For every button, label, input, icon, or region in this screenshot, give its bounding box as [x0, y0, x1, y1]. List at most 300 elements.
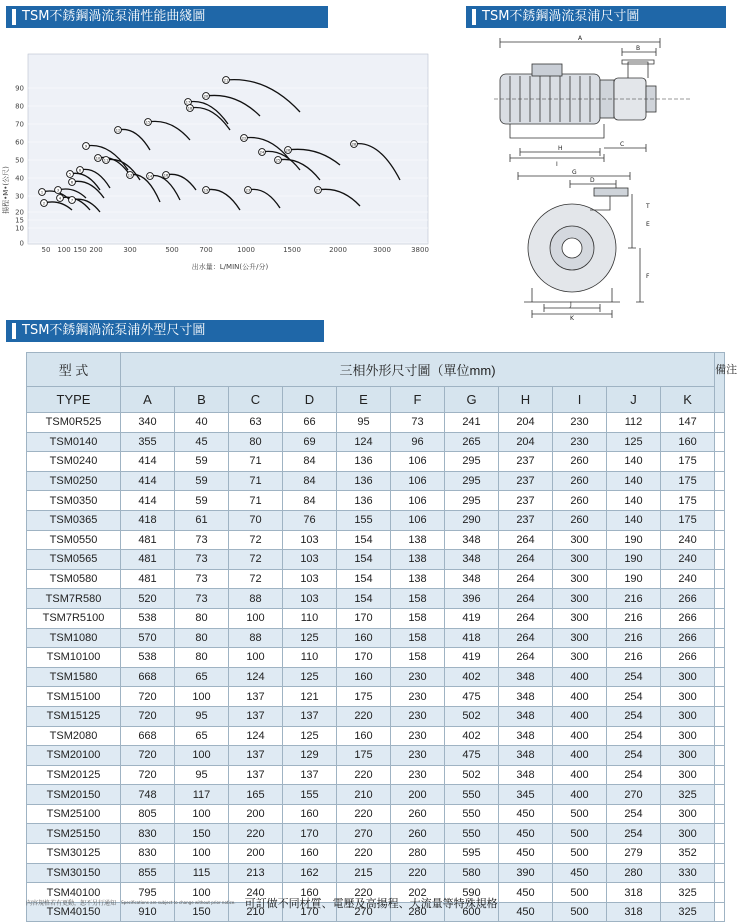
- dimension-cell: 270: [337, 902, 391, 922]
- dimension-cell: 136: [337, 471, 391, 491]
- dimension-cell: 830: [121, 824, 175, 844]
- dimension-cell: 170: [337, 648, 391, 668]
- dimension-cell: 240: [661, 569, 715, 589]
- dimension-cell: 600: [445, 902, 499, 922]
- dimension-cell: 318: [607, 883, 661, 903]
- dimension-cell: 137: [229, 765, 283, 785]
- dimension-cell: 175: [661, 510, 715, 530]
- curve-label: 14: [147, 174, 153, 179]
- dimension-cell: 110: [283, 608, 337, 628]
- note-cell: [715, 432, 725, 452]
- dimension-cell: 254: [607, 726, 661, 746]
- dimension-cell: 95: [337, 413, 391, 433]
- dimension-cell: 595: [445, 844, 499, 864]
- dimension-cell: 59: [175, 491, 229, 511]
- table-row: [27, 804, 725, 824]
- label-i: I: [556, 161, 558, 168]
- pump-dimension-diagram: [470, 34, 730, 320]
- dimension-cell: 418: [121, 510, 175, 530]
- dimension-cell: 69: [283, 432, 337, 452]
- note-cell: [715, 471, 725, 491]
- dimension-cell: 100: [175, 804, 229, 824]
- y-tick-label: 70: [15, 120, 24, 129]
- dimension-cell: 103: [283, 569, 337, 589]
- dimension-cell: 254: [607, 804, 661, 824]
- dimension-cell: 137: [229, 706, 283, 726]
- dimension-cell: 348: [499, 726, 553, 746]
- dimension-cell: 216: [607, 648, 661, 668]
- dimension-cell: 137: [283, 706, 337, 726]
- dimension-cell: 72: [229, 550, 283, 570]
- dimension-cell: 216: [607, 628, 661, 648]
- column-header-a: A: [121, 387, 175, 413]
- dimension-cell: 230: [553, 432, 607, 452]
- dimension-cell: 266: [661, 648, 715, 668]
- table-row: [27, 589, 725, 609]
- dimension-cell: 175: [337, 687, 391, 707]
- note-cell: [715, 785, 725, 805]
- curve-label: 17: [185, 100, 191, 105]
- dimension-cell: 348: [499, 706, 553, 726]
- dimension-cell: 270: [607, 785, 661, 805]
- dimension-cell: 230: [391, 726, 445, 746]
- dimension-cell: 348: [499, 765, 553, 785]
- dimension-cell: 300: [661, 746, 715, 766]
- x-tick-label: 100: [57, 246, 71, 254]
- dimension-cell: 137: [229, 746, 283, 766]
- dimension-cell: 220: [337, 883, 391, 903]
- table-row: [27, 413, 725, 433]
- dimension-cell: 100: [229, 608, 283, 628]
- note-cell: [715, 491, 725, 511]
- dimension-cell: 230: [553, 413, 607, 433]
- y-tick-label: 40: [15, 174, 24, 183]
- table-row: [27, 510, 725, 530]
- dimension-cell: 230: [391, 706, 445, 726]
- dimension-cell: 400: [553, 667, 607, 687]
- dimension-cell: 84: [283, 491, 337, 511]
- dimension-cell: 254: [607, 706, 661, 726]
- note-cell: [715, 667, 725, 687]
- dimension-cell: 170: [283, 824, 337, 844]
- dimension-cell: 300: [661, 667, 715, 687]
- dimension-cell: 73: [175, 550, 229, 570]
- y-tick-label: 50: [15, 156, 24, 165]
- dimension-cell: 200: [391, 785, 445, 805]
- curve-label: 13: [127, 173, 133, 178]
- curve-label: 11: [103, 158, 109, 163]
- dimension-cell: 237: [499, 471, 553, 491]
- dimension-cell: 348: [499, 687, 553, 707]
- label-k: K: [570, 315, 574, 322]
- model-cell: TSM20100: [27, 746, 121, 766]
- dimension-cell: 502: [445, 765, 499, 785]
- dimension-cell: 260: [553, 471, 607, 491]
- dimension-cell: 300: [553, 628, 607, 648]
- dimension-cell: 300: [661, 687, 715, 707]
- dimension-cell: 213: [229, 863, 283, 883]
- label-h: H: [558, 145, 563, 152]
- dimension-cell: 103: [283, 589, 337, 609]
- dimension-cell: 538: [121, 648, 175, 668]
- x-tick-label: 3800: [411, 246, 429, 254]
- dimension-cell: 147: [661, 413, 715, 433]
- dimension-cell: 136: [337, 452, 391, 472]
- table-row: [27, 491, 725, 511]
- dimension-cell: 240: [661, 530, 715, 550]
- dimension-cell: 590: [445, 883, 499, 903]
- dimension-cell: 300: [553, 608, 607, 628]
- model-cell: TSM15125: [27, 706, 121, 726]
- curve-label: 21: [223, 78, 229, 83]
- dimension-cell: 450: [499, 804, 553, 824]
- dimension-cell: 160: [337, 667, 391, 687]
- x-tick-label: 3000: [373, 246, 391, 254]
- footer-small-note: 內容規格若有更動，恕不另行通知: [26, 900, 117, 907]
- dimension-cell: 61: [175, 510, 229, 530]
- curve-label: 8: [78, 168, 82, 173]
- dimension-cell: 450: [499, 824, 553, 844]
- footer-small-note-en: Specifications are subject to change without prior notice.: [121, 900, 236, 905]
- y-tick-label: 20: [15, 208, 24, 217]
- dimension-cell: 264: [499, 628, 553, 648]
- dimension-cell: 450: [499, 844, 553, 864]
- curve-label: 4: [58, 196, 62, 201]
- table-row: [27, 824, 725, 844]
- model-cell: TSM0565: [27, 550, 121, 570]
- model-cell: TSM0580: [27, 569, 121, 589]
- dimension-cell: 115: [175, 863, 229, 883]
- note-cell: [715, 687, 725, 707]
- dimension-cell: 112: [607, 413, 661, 433]
- note-cell: [715, 550, 725, 570]
- dimension-cell: 124: [229, 667, 283, 687]
- dimension-cell: 280: [391, 902, 445, 922]
- dimension-cell: 140: [607, 452, 661, 472]
- model-cell: TSM0R525: [27, 413, 121, 433]
- dimension-cell: 160: [337, 726, 391, 746]
- note-cell: [715, 530, 725, 550]
- dimension-cell: 300: [661, 706, 715, 726]
- dimension-cell: 400: [553, 726, 607, 746]
- x-tick-label: 50: [41, 246, 51, 254]
- model-cell: TSM1580: [27, 667, 121, 687]
- dimension-cell: 65: [175, 667, 229, 687]
- dimension-cell: 117: [175, 785, 229, 805]
- dimension-cell: 402: [445, 667, 499, 687]
- dimension-cell: 96: [391, 432, 445, 452]
- dimension-table: [26, 352, 737, 922]
- label-j: J: [570, 301, 572, 308]
- label-c: C: [620, 141, 625, 148]
- group-header: 三相外形尺寸圖（單位mm): [121, 353, 715, 387]
- table-row: [27, 726, 725, 746]
- dimension-cell: 254: [607, 824, 661, 844]
- dimension-cell: 230: [391, 746, 445, 766]
- table-row: [27, 785, 725, 805]
- curve-label: 25: [275, 158, 281, 163]
- dimension-cell: 160: [283, 844, 337, 864]
- dimension-cell: 500: [553, 902, 607, 922]
- dimension-cell: 400: [553, 765, 607, 785]
- dimension-cell: 154: [337, 530, 391, 550]
- dimension-cell: 390: [499, 863, 553, 883]
- dimension-cell: 106: [391, 471, 445, 491]
- dimension-cell: 138: [391, 530, 445, 550]
- dimension-cell: 190: [607, 569, 661, 589]
- table-row: [27, 432, 725, 452]
- dimension-cell: 220: [229, 824, 283, 844]
- dimension-cell: 125: [283, 667, 337, 687]
- curve-label: 20: [203, 94, 209, 99]
- dimension-cell: 264: [499, 648, 553, 668]
- dimension-cell: 84: [283, 452, 337, 472]
- dimension-cell: 260: [553, 510, 607, 530]
- dimension-cell: 175: [661, 471, 715, 491]
- dimension-cell: 280: [607, 863, 661, 883]
- note-cell: [715, 452, 725, 472]
- dimension-cell: 475: [445, 687, 499, 707]
- y-tick-label: 90: [15, 84, 24, 93]
- dimension-cell: 668: [121, 726, 175, 746]
- dimension-cell: 72: [229, 530, 283, 550]
- dimension-cell: 210: [229, 902, 283, 922]
- dimension-cell: 300: [661, 824, 715, 844]
- dimension-cell: 106: [391, 510, 445, 530]
- footer-note: [26, 892, 726, 912]
- curve-label: 1: [40, 190, 44, 195]
- curve-label: 18: [187, 106, 193, 111]
- dimension-cell: 103: [283, 530, 337, 550]
- model-cell: TSM0365: [27, 510, 121, 530]
- table-body: [27, 413, 725, 922]
- dimension-cell: 45: [175, 432, 229, 452]
- dimension-cell: 230: [391, 687, 445, 707]
- table-section-title: TSM不銹鋼渦流泵浦外型尺寸圖: [6, 320, 324, 342]
- dimension-cell: 95: [175, 765, 229, 785]
- dimension-cell: 136: [337, 491, 391, 511]
- dimension-cell: 300: [661, 765, 715, 785]
- curve-label: 23: [245, 188, 251, 193]
- dimension-cell: 220: [391, 863, 445, 883]
- dimension-cell: 190: [607, 550, 661, 570]
- dimension-cell: 100: [175, 883, 229, 903]
- dimension-cell: 237: [499, 510, 553, 530]
- model-cell: TSM40150: [27, 902, 121, 922]
- dimension-cell: 137: [229, 687, 283, 707]
- model-cell: TSM25150: [27, 824, 121, 844]
- curve-label: 15: [145, 120, 151, 125]
- dimension-cell: 220: [337, 844, 391, 864]
- note-cell: [715, 628, 725, 648]
- dimension-cell: 260: [391, 804, 445, 824]
- dimension-cell: 106: [391, 491, 445, 511]
- dimension-cell: 300: [553, 589, 607, 609]
- dimension-cell: 138: [391, 569, 445, 589]
- dimension-cell: 40: [175, 413, 229, 433]
- dimension-cell: 720: [121, 746, 175, 766]
- dimension-cell: 72: [229, 569, 283, 589]
- dimension-cell: 80: [175, 648, 229, 668]
- note-cell: [715, 706, 725, 726]
- column-header-i: I: [553, 387, 607, 413]
- model-cell: TSM40100: [27, 883, 121, 903]
- dimension-cell: 720: [121, 706, 175, 726]
- model-header: 型 式: [27, 353, 121, 387]
- model-cell: TSM20125: [27, 765, 121, 785]
- dimension-cell: 71: [229, 491, 283, 511]
- dimension-cell: 295: [445, 452, 499, 472]
- dimension-cell: 150: [175, 902, 229, 922]
- dimension-cell: 220: [337, 765, 391, 785]
- dimension-cell: 520: [121, 589, 175, 609]
- column-header-type: TYPE: [27, 387, 121, 413]
- dimension-cell: 570: [121, 628, 175, 648]
- dimension-cell: 162: [283, 863, 337, 883]
- x-ticks: [42, 246, 429, 254]
- dimension-cell: 216: [607, 608, 661, 628]
- dimension-cell: 165: [229, 785, 283, 805]
- dimension-cell: 300: [553, 550, 607, 570]
- dimension-cell: 80: [229, 432, 283, 452]
- dimension-cell: 414: [121, 452, 175, 472]
- dimension-cell: 150: [175, 824, 229, 844]
- dimension-cell: 110: [283, 648, 337, 668]
- column-header-f: F: [391, 387, 445, 413]
- dimension-cell: 220: [337, 706, 391, 726]
- dimension-cell: 230: [391, 667, 445, 687]
- dimension-cell: 266: [661, 628, 715, 648]
- dimension-cell: 88: [229, 589, 283, 609]
- x-tick-label: 150: [73, 246, 87, 254]
- curve-label: 10: [95, 156, 101, 161]
- model-cell: TSM25100: [27, 804, 121, 824]
- terminal-box: [532, 64, 562, 76]
- note-cell: [715, 510, 725, 530]
- dims-section-title: TSM不銹鋼渦流泵浦尺寸圖: [466, 6, 726, 28]
- dimension-cell: 220: [337, 804, 391, 824]
- table-row: [27, 844, 725, 864]
- dimension-cell: 414: [121, 471, 175, 491]
- dimension-cell: 240: [229, 883, 283, 903]
- y-tick-label: 15: [15, 216, 24, 225]
- dimension-cell: 400: [553, 746, 607, 766]
- table-row: [27, 608, 725, 628]
- dimension-cell: 80: [175, 628, 229, 648]
- dimension-cell: 100: [229, 648, 283, 668]
- model-cell: TSM30125: [27, 844, 121, 864]
- dimension-cell: 204: [499, 432, 553, 452]
- dimension-cell: 175: [661, 491, 715, 511]
- dimension-cell: 70: [229, 510, 283, 530]
- dim-line-e: [628, 194, 636, 248]
- dimension-cell: 216: [607, 589, 661, 609]
- dimension-cell: 124: [229, 726, 283, 746]
- y-tick-label: 60: [15, 138, 24, 147]
- label-t: T: [646, 203, 650, 210]
- dimension-cell: 125: [283, 726, 337, 746]
- dimension-cell: 855: [121, 863, 175, 883]
- column-header-g: G: [445, 387, 499, 413]
- curve-label: 2: [42, 201, 46, 206]
- column-header-j: J: [607, 387, 661, 413]
- x-axis-label: 出水量：L/MIN(公升/分): [191, 263, 269, 271]
- note-cell: [715, 589, 725, 609]
- curve-label: 3: [56, 188, 60, 193]
- dimension-cell: 270: [337, 824, 391, 844]
- curve-label: 26: [285, 148, 291, 153]
- table-row: [27, 628, 725, 648]
- dimension-cell: 154: [337, 550, 391, 570]
- dimension-cell: 300: [553, 569, 607, 589]
- dimension-cell: 550: [445, 804, 499, 824]
- note-cell: [715, 844, 725, 864]
- model-cell: TSM10100: [27, 648, 121, 668]
- dimension-cell: 500: [553, 883, 607, 903]
- footer-main-note: 可訂做不同材質、電壓及高揚程、大流量等特殊規格: [244, 896, 498, 910]
- dimension-cell: 538: [121, 608, 175, 628]
- model-cell: TSM0140: [27, 432, 121, 452]
- dimension-cell: 419: [445, 608, 499, 628]
- dimension-cell: 348: [445, 550, 499, 570]
- model-cell: TSM0350: [27, 491, 121, 511]
- dimension-cell: 295: [445, 491, 499, 511]
- dim-line-c: [604, 144, 646, 152]
- model-cell: TSM7R580: [27, 589, 121, 609]
- x-tick-label: 500: [165, 246, 179, 254]
- dimension-cell: 475: [445, 746, 499, 766]
- dimension-cell: 95: [175, 706, 229, 726]
- dimension-cell: 300: [553, 530, 607, 550]
- dimension-cell: 260: [391, 824, 445, 844]
- dimension-cell: 140: [607, 510, 661, 530]
- dimension-cell: 175: [661, 452, 715, 472]
- curve-label: 7: [70, 198, 74, 203]
- x-tick-label: 1000: [237, 246, 255, 254]
- label-f: F: [646, 273, 650, 280]
- dimension-cell: 158: [391, 628, 445, 648]
- note-cell: [715, 765, 725, 785]
- dimension-cell: 300: [553, 648, 607, 668]
- dimension-cell: 73: [175, 589, 229, 609]
- curve-label: 27: [315, 188, 321, 193]
- note-cell: [715, 569, 725, 589]
- y-axis-label: 揚程•M•(公尺): [2, 166, 10, 214]
- dimension-cell: 100: [175, 687, 229, 707]
- dimension-cell: 71: [229, 452, 283, 472]
- dim-line-j: [544, 304, 600, 312]
- dimension-cell: 352: [661, 844, 715, 864]
- curve-label: 22: [241, 136, 247, 141]
- dimension-cell: 121: [283, 687, 337, 707]
- dimension-cell: 265: [445, 432, 499, 452]
- dimension-cell: 348: [499, 667, 553, 687]
- dimension-cell: 910: [121, 902, 175, 922]
- dimension-cell: 345: [499, 785, 553, 805]
- discharge-flange: [594, 188, 628, 196]
- dimension-cell: 129: [283, 746, 337, 766]
- dimension-cell: 73: [175, 569, 229, 589]
- dim-line-f: [636, 248, 644, 302]
- column-header-b: B: [175, 387, 229, 413]
- dimension-cell: 100: [175, 746, 229, 766]
- dimension-cell: 748: [121, 785, 175, 805]
- table-row: [27, 706, 725, 726]
- table-row: [27, 746, 725, 766]
- column-header-c: C: [229, 387, 283, 413]
- dimension-cell: 254: [607, 765, 661, 785]
- column-header-row: [27, 387, 725, 413]
